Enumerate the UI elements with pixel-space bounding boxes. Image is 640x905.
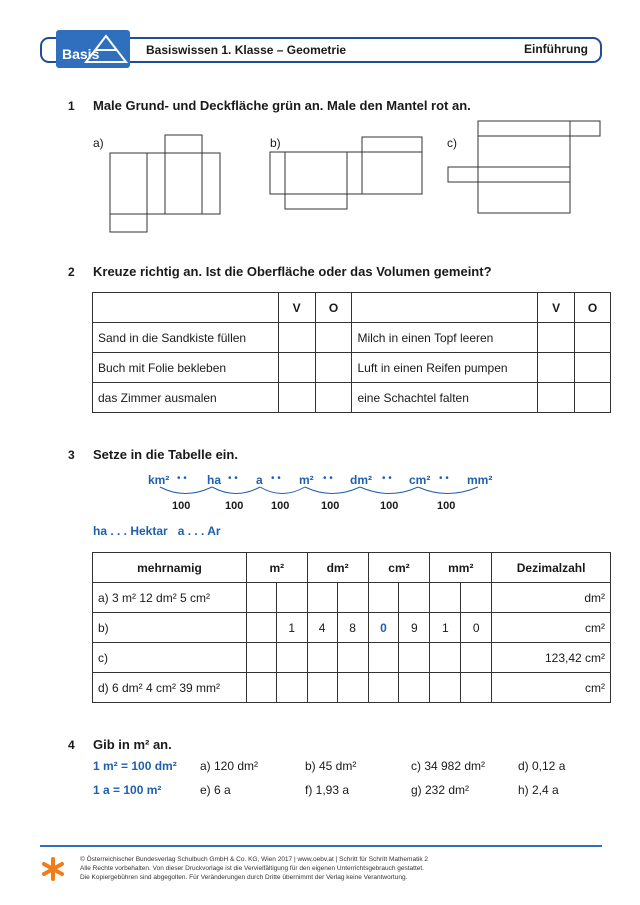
digit-cell-highlight[interactable]: 0 <box>368 613 399 643</box>
factor-label: 100 <box>172 500 191 512</box>
col-header-m2: m² <box>246 553 307 583</box>
exercise-item: a) 120 dm² <box>200 759 259 773</box>
unit-dots: • • <box>228 473 238 484</box>
logo-text: Basis <box>62 46 100 62</box>
col-header-mm2: mm² <box>430 553 492 583</box>
mehrnamig-cell: b) <box>93 613 247 643</box>
unit-m2: m² <box>299 473 314 487</box>
task2-number: 2 <box>68 265 75 279</box>
dezimal-cell[interactable]: cm² <box>492 613 611 643</box>
unit-hint: ha . . . Hektar a . . . Ar <box>93 524 221 538</box>
task2-instruction: Kreuze richtig an. Ist die Oberfläche oder das Volumen gemeint? <box>93 264 492 279</box>
task4-instruction: Gib in m² an. <box>93 737 172 752</box>
header-v-right: V <box>538 293 575 323</box>
col-header-mehrnamig: mehrnamig <box>93 553 247 583</box>
digit-cell[interactable]: 4 <box>307 613 337 643</box>
digit-cell[interactable] <box>307 583 337 613</box>
statement-left: Buch mit Folie bekleben <box>93 353 279 383</box>
digit-cell[interactable] <box>430 673 461 703</box>
exercise-item: h) 2,4 a <box>518 783 559 797</box>
factor-label: 100 <box>321 500 340 512</box>
mehrnamig-cell: a) 3 m² 12 dm² 5 cm² <box>93 583 247 613</box>
statement-left: das Zimmer ausmalen <box>93 383 279 413</box>
header-o-right: O <box>575 293 611 323</box>
footer-rights: Alle Rechte vorbehalten. Von dieser Druckvorlage ist die Vervielfältigung für den eigenen Unterrichtsgebrauch gestattet. <box>80 865 424 872</box>
task3-number: 3 <box>68 448 75 462</box>
dezimal-cell[interactable]: dm² <box>492 583 611 613</box>
factor-label: 100 <box>225 500 244 512</box>
digit-cell[interactable] <box>399 643 430 673</box>
digit-cell[interactable] <box>430 643 461 673</box>
digit-cell[interactable]: 8 <box>337 613 368 643</box>
unit-cm2: cm² <box>409 473 431 487</box>
digit-cell[interactable] <box>368 643 399 673</box>
digit-cell[interactable] <box>368 673 399 703</box>
digit-cell[interactable] <box>246 583 276 613</box>
digit-cell[interactable]: 0 <box>461 613 492 643</box>
digit-cell[interactable] <box>307 643 337 673</box>
rule-m2-dm2: 1 m² = 100 dm² <box>93 759 177 773</box>
task1-instruction: Male Grund- und Deckfläche grün an. Male den Mantel rot an. <box>93 98 471 113</box>
factor-label: 100 <box>380 500 399 512</box>
digit-cell[interactable] <box>246 613 276 643</box>
unit-km2: km² <box>148 473 170 487</box>
col-header-cm2: cm² <box>368 553 430 583</box>
digit-cell[interactable] <box>337 583 368 613</box>
col-header-dm2: dm² <box>307 553 368 583</box>
unit-dots: • • <box>271 473 281 484</box>
task3-instruction: Setze in die Tabelle ein. <box>93 447 238 462</box>
digit-cell[interactable] <box>337 673 368 703</box>
digit-cell[interactable] <box>430 583 461 613</box>
statement-right: Milch in einen Topf leeren <box>352 323 538 353</box>
unit-dm2: dm² <box>350 473 372 487</box>
unit-dots: • • <box>439 473 449 484</box>
digit-cell[interactable] <box>337 643 368 673</box>
task1-number: 1 <box>68 99 75 113</box>
digit-cell[interactable] <box>399 673 430 703</box>
table-row <box>93 583 611 613</box>
digit-cell[interactable] <box>307 673 337 703</box>
digit-cell[interactable]: 1 <box>430 613 461 643</box>
unit-dots: • • <box>323 473 333 484</box>
conversion-table <box>92 552 611 703</box>
header-o-left: O <box>315 293 352 323</box>
dezimal-cell[interactable]: cm² <box>492 673 611 703</box>
exercise-item: f) 1,93 a <box>305 783 350 797</box>
net-label-b: b) <box>270 136 281 150</box>
footer-divider <box>40 845 602 847</box>
digit-cell[interactable] <box>461 643 492 673</box>
section-label: Einführung <box>524 42 588 56</box>
digit-cell[interactable] <box>276 583 307 613</box>
statement-left: Sand in die Sandkiste füllen <box>93 323 279 353</box>
page-title: Basiswissen 1. Klasse – Geometrie <box>146 43 347 57</box>
exercise-item: d) 0,12 a <box>518 759 566 773</box>
table-row <box>93 673 611 703</box>
unit-ha: ha <box>207 473 222 487</box>
rule-a-m2: 1 a = 100 m² <box>93 783 162 797</box>
footer-copyright: © Österreichischer Bundesverlag Schulbuch GmbH & Co. KG, Wien 2017 | www.oebv.at | Schritt für Schritt Mathematik 2 <box>80 856 428 863</box>
digit-cell[interactable]: 9 <box>399 613 430 643</box>
unit-dots: • • <box>382 473 392 484</box>
unit-mm2: mm² <box>467 473 493 487</box>
digit-cell[interactable] <box>246 673 276 703</box>
net-label-c: c) <box>447 136 457 150</box>
statement-right: Luft in einen Reifen pumpen <box>352 353 538 383</box>
digit-cell[interactable] <box>276 643 307 673</box>
col-header-dezimalzahl: Dezimalzahl <box>492 553 611 583</box>
factor-label: 100 <box>271 500 290 512</box>
task4-number: 4 <box>68 738 75 752</box>
mehrnamig-cell: d) 6 dm² 4 cm² 39 mm² <box>93 673 247 703</box>
digit-cell[interactable] <box>461 583 492 613</box>
factor-label: 100 <box>437 500 456 512</box>
digit-cell[interactable] <box>461 673 492 703</box>
exercise-item: c) 34 982 dm² <box>411 759 486 773</box>
dezimal-cell[interactable]: 123,42 cm² <box>492 643 611 673</box>
exercise-item: b) 45 dm² <box>305 759 357 773</box>
header-v-left: V <box>278 293 315 323</box>
digit-cell[interactable] <box>246 643 276 673</box>
digit-cell[interactable] <box>276 673 307 703</box>
exercise-item: g) 232 dm² <box>411 783 470 797</box>
unit-dots: • • <box>177 473 187 484</box>
digit-cell[interactable] <box>399 583 430 613</box>
digit-cell[interactable]: 1 <box>276 613 307 643</box>
exercise-item: e) 6 a <box>200 783 231 797</box>
statement-right: eine Schachtel falten <box>352 383 538 413</box>
table-row <box>93 613 611 643</box>
unit-a: a <box>256 473 263 487</box>
footer-disclaimer: Die Kopiergebühren sind abgegolten. Für Veränderungen durch Dritte übernimmt der Verlag keine Verantwortung. <box>80 874 408 881</box>
mehrnamig-cell: c) <box>93 643 247 673</box>
digit-cell[interactable] <box>368 583 399 613</box>
publisher-star-icon <box>40 856 66 882</box>
net-label-a: a) <box>93 136 104 150</box>
table-row <box>93 643 611 673</box>
